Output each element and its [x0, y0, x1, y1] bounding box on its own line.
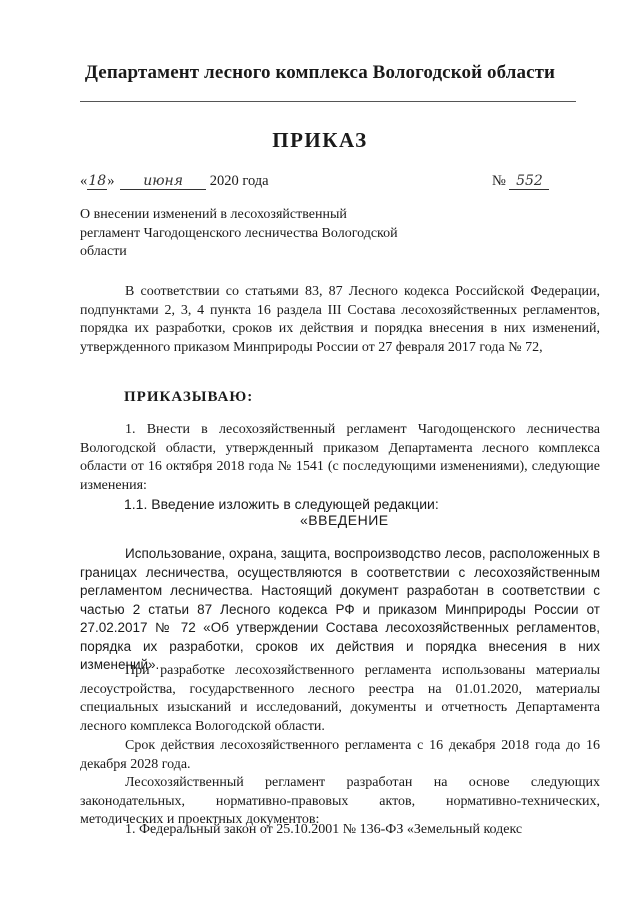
order-subject: О внесении изменений в лесохозяйственный регламент Чагодощенского лесничества Вологодской области	[80, 207, 398, 259]
department-name: Департамент лесного комплекса Вологодской области	[84, 62, 556, 83]
date-day: 18	[88, 173, 107, 189]
item-1-1: 1.1. Введение изложить в следующей редакции:	[124, 496, 439, 512]
header-divider	[80, 101, 576, 102]
body-paragraph-4: Лесохозяйственный регламент разработан на основе следующих законодательных, нормативно-правовых актов, нормативно-технических, методических и проектных документов:	[80, 775, 600, 827]
order-directive: ПРИКАЗЫВАЮ:	[124, 389, 254, 405]
item-1: 1. Внести в лесохозяйственный регламент Чагодощенского лесничества Вологодской области, утвержденный приказом Департамента лесного комплекса области от 16 октября 2018 года № 1541 (с последующими изменениями), следующие изменения:	[80, 422, 600, 493]
body-paragraph-2: При разработке лесохозяйственного регламента использованы материалы лесоустройства, государственного лесного реестра на 01.01.2020, материалы специальных изысканий и исследований, документы и отчетность Департамента лесного комплекса Вологодской области.	[80, 663, 600, 734]
number-label: №	[492, 173, 506, 189]
introduction-heading: «ВВЕДЕНИЕ	[300, 512, 389, 528]
order-number-line	[492, 173, 549, 190]
date-line	[80, 173, 269, 190]
close-quote: »	[107, 173, 115, 189]
date-year: 2020 года	[209, 173, 269, 189]
document-title: ПРИКАЗ	[272, 128, 368, 152]
body-paragraph-3: Срок действия лесохозяйственного регламента с 16 декабря 2018 года до 16 декабря 2028 года.	[80, 738, 600, 772]
preamble-paragraph: В соответствии со статьями 83, 87 Лесного кодекса Российской Федерации, подпунктами 2, 3, 4 пункта 16 раздела III Состава лесохозяйственных регламентов, порядка их разработки, сроков их действия и порядка внесения в них изменений, утвержденного приказом Минприроды России от 27 февраля 2017 года № 72,	[80, 284, 600, 355]
list-item-1: 1. Федеральный закон от 25.10.2001 № 136-ФЗ «Земельный кодекс	[125, 822, 523, 837]
order-number: 552	[509, 173, 549, 190]
date-month: июня	[120, 173, 206, 190]
open-quote: «	[80, 173, 88, 189]
body-paragraph-1: Использование, охрана, защита, воспроизводство лесов, расположенных в границах лесничества, осуществляются в соответствии с лесохозяйственным регламентом лесничества. Настоящий документ разработан в соответствии с частью 2 статьи 87 Лесного кодекса РФ и приказом Минприроды России от 27.02.2017 № 72 «Об утверждении Состава лесохозяйственных регламентов, порядка их разработки, сроков их действия и порядка внесения в них изменений».	[80, 546, 600, 672]
